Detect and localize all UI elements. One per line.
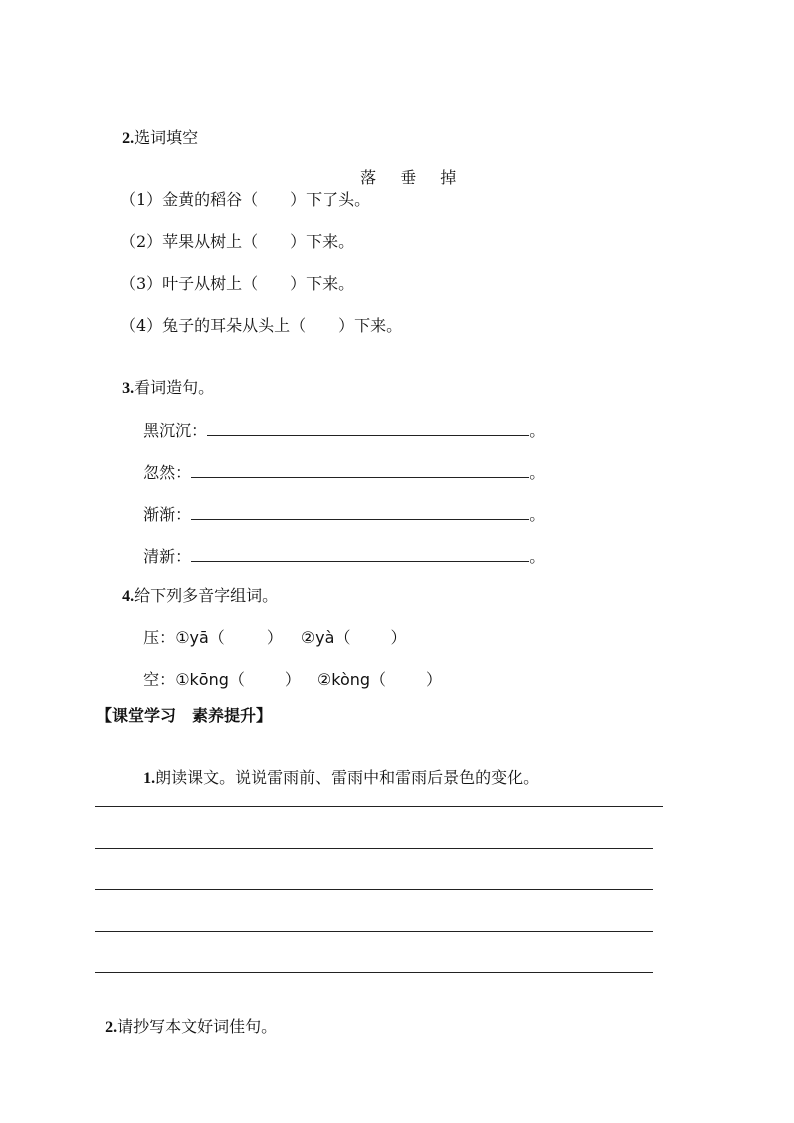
q3-word: 清新：: [143, 547, 192, 566]
q3-row-1: 黑沉沉： 。: [143, 421, 546, 440]
answer-rule-5[interactable]: [95, 972, 653, 973]
q2-item-3[interactable]: （3）叶子从树上（ ）下来。: [120, 274, 355, 293]
answer-line[interactable]: [191, 504, 529, 520]
choice-1: 落: [360, 168, 377, 187]
section-q1: 1.朗读课文。说说雷雨前、雷雨中和雷雨后景色的变化。: [143, 768, 540, 787]
choice-3: 掉: [440, 168, 457, 187]
q2-item-2[interactable]: （2）苹果从树上（ ）下来。: [120, 232, 355, 251]
section-heading: 【课堂学习 素养提升】: [96, 706, 273, 725]
answer-line[interactable]: [207, 420, 529, 436]
q3-word: 黑沉沉：: [143, 421, 208, 440]
answer-rule-3[interactable]: [95, 889, 653, 890]
q2-item-4[interactable]: （4）兔子的耳朵从头上（ ）下来。: [120, 316, 403, 335]
q4-row-1: 压：①yā（ ） ②yà（ ）: [143, 628, 407, 647]
q3-word: 忽然：: [143, 463, 192, 482]
q3-row-2: 忽然： 。: [143, 463, 546, 482]
q3-row-3: 渐渐： 。: [143, 505, 546, 524]
section-q2: 2.请抄写本文好词佳句。: [105, 1017, 278, 1036]
answer-line[interactable]: [191, 546, 529, 562]
answer-line[interactable]: [191, 462, 529, 478]
word-choices: [338, 148, 468, 188]
answer-rule-2[interactable]: [95, 848, 653, 849]
q3-title: 3.看词造句。: [122, 378, 215, 397]
q4-row-2: 空：①kōng（ ） ②kòng（ ）: [143, 670, 443, 689]
choice-2: 垂: [400, 168, 417, 187]
q4-title: 4.给下列多音字组词。: [122, 586, 279, 605]
q3-row-4: 清新： 。: [143, 547, 546, 566]
q3-word: 渐渐：: [143, 505, 192, 524]
q2-title: 2.选词填空: [122, 128, 199, 147]
answer-rule-1[interactable]: [95, 806, 663, 807]
q2-item-1[interactable]: （1）金黄的稻谷（ ）下了头。: [120, 190, 371, 209]
answer-rule-4[interactable]: [95, 931, 653, 932]
